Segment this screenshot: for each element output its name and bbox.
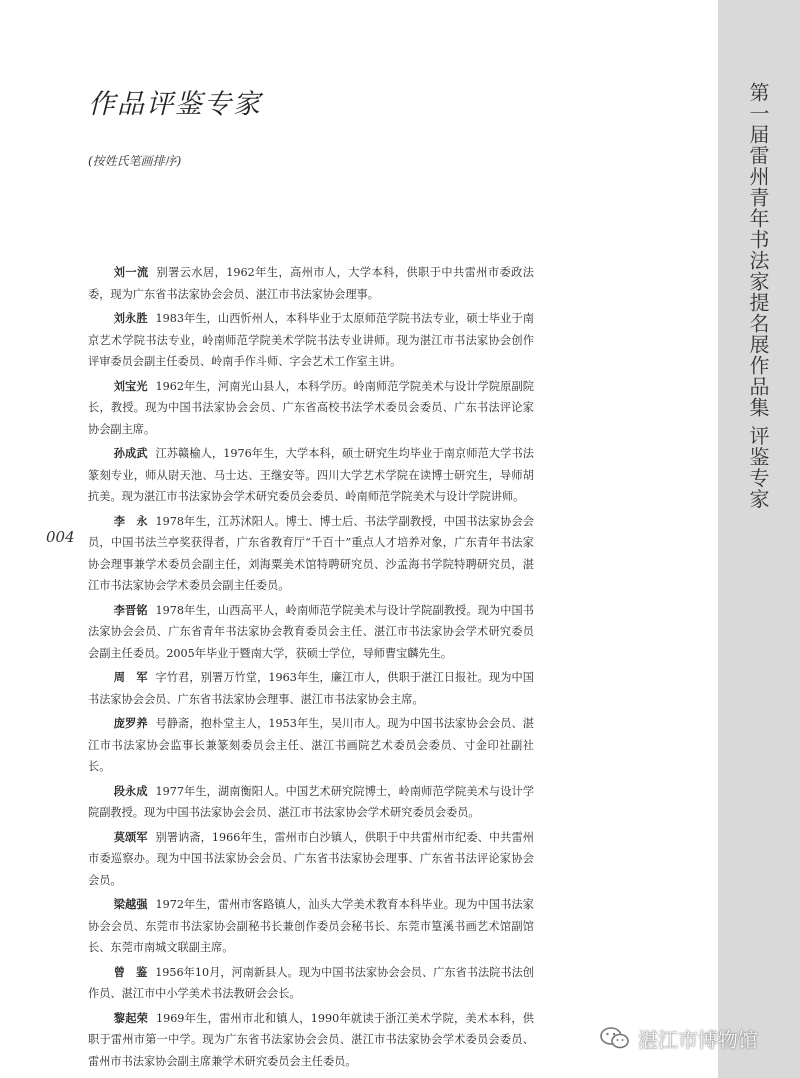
expert-entry <box>88 962 534 1005</box>
expert-bio: 江苏赣榆人，1976年生，大学本科，硕士研究生均毕业于南京师范大学书法篆刻专业，师从尉天池、马士达、王继安等。四川大学艺术学院在读博士研究生，导师胡抗美。现为湛江市书法家协会学术研究委员会委员、岭南师范学院美术与设计学院讲师。 <box>88 447 534 503</box>
expert-bio: 1956年10月，河南新县人。现为中国书法家协会会员、广东省书法院书法创作员、湛江市中小学美术书法教研会会长。 <box>88 965 534 1000</box>
expert-entry <box>88 1008 534 1073</box>
expert-name: 周 军 <box>113 670 148 684</box>
expert-entry <box>88 262 534 305</box>
expert-bio: 1983年生，山西忻州人，本科毕业于太原师范学院书法专业，硕士毕业于南京艺术学院书法专业，岭南师范学院美术学院书法专业讲师。现为湛江市书法家协会创作评审委员会副主任委员、岭南手作斗师、字会艺术工作室主讲。 <box>88 312 534 368</box>
expert-name: 莫颂军 <box>113 829 148 844</box>
expert-entry <box>88 308 534 373</box>
expert-bio: 1972年生，雷州市客路镇人，汕头大学美术教育本科毕业。现为中国书法家协会会员、东莞市书法家协会副秘书长兼创作委员会秘书长、东莞市篁溪书画艺术馆副馆长、东莞市南城文联副主席。 <box>88 898 534 954</box>
expert-name: 段永成 <box>113 783 148 798</box>
expert-entry <box>88 713 534 778</box>
expert-name: 黎起荣 <box>113 1010 149 1025</box>
expert-bio: 1978年生，江苏沭阳人。博士、博士后、书法学副教授，中国书法家协会会员，中国书法兰亭奖获得者，广东省教育厅“千百十”重点人才培养对象，广东青年书法家协会理事兼学术委员会副主任，刘海粟美术馆特聘研究员、沙孟海书学院特聘研究员，湛江市书法家协会学术委员会副主任委员。 <box>88 514 534 592</box>
wechat-icon <box>600 1026 630 1050</box>
expert-name: 刘一流 <box>113 265 149 279</box>
expert-bio: 别署讷斋，1966年生，雷州市白沙镇人，供职于中共雷州市纪委、中共雷州市委巡察办。现为中国书法家协会会员、广东省书法家协会理事、广东省书法评论家协会会员。 <box>88 830 534 887</box>
expert-bio: 别署云水居，1962年生，高州市人，大学本科，供职于中共雷州市委政法委，现为广东省书法家协会会员、湛江市书法家协会理事。 <box>88 266 534 301</box>
expert-entry <box>88 511 534 597</box>
expert-entry <box>88 894 534 959</box>
expert-bio: 号静斋，抱朴堂主人，1953年生，吴川市人。现为中国书法家协会会员、湛江市书法家协会监事长兼篆刻委员会主任、湛江书画院艺术委员会委员、寸金印社副社长。 <box>88 717 534 773</box>
side-tab <box>718 0 800 1078</box>
expert-name: 刘永胜 <box>113 311 148 325</box>
expert-bio: 1962年生，河南光山县人，本科学历。岭南师范学院美术与设计学院原副院长，教授。现为中国书法家协会会员、广东省高校书法学术委员会委员、广东书法评论家协会副主席。 <box>88 379 534 436</box>
watermark-text: 湛江市博物馆 <box>638 1027 758 1052</box>
sidebar-title: 第一届雷州青年书法家提名展作品集 评鉴专家 <box>746 82 770 510</box>
expert-bio: 1977年生，湖南衡阳人。中国艺术研究院博士，岭南师范学院美术与设计学院副教授。现为中国书法家协会会员、湛江市书法家协会学术研究委员会委员。 <box>88 784 534 819</box>
expert-name: 刘宝光 <box>113 378 148 393</box>
expert-entry <box>88 600 534 665</box>
expert-entry <box>88 827 534 892</box>
expert-name: 曾 鉴 <box>113 964 148 979</box>
expert-entry <box>88 667 534 710</box>
expert-name: 李晋铭 <box>113 602 148 617</box>
page-title: 作品评鉴专家 <box>88 89 262 120</box>
page-number: 004 <box>46 528 75 546</box>
expert-name: 李 永 <box>113 513 148 528</box>
sort-note: (按姓氏笔画排序) <box>88 154 182 168</box>
expert-name: 孙成武 <box>113 446 148 460</box>
expert-name: 庞罗养 <box>113 716 148 730</box>
watermark <box>600 1024 758 1052</box>
expert-bio: 1978年生，山西高平人，岭南师范学院美术与设计学院副教授。现为中国书法家协会会员、广东省青年书法家协会教育委员会主任、湛江市书法家协会学术研究委员会副主任委员。2005年毕业于暨南大学，获硕士学位，导师曹宝麟先生。 <box>88 603 534 660</box>
expert-bio: 1969年生，雷州市北和镇人，1990年就读于浙江美术学院，美术本科，供职于雷州市第一中学。现为广东省书法家协会会员、湛江市书法家协会学术委员会委员、雷州市书法家协会副主席兼学术研究委员会主任委员。 <box>88 1011 534 1068</box>
expert-list <box>88 262 534 1075</box>
expert-entry <box>88 376 534 441</box>
expert-entry <box>88 443 534 508</box>
expert-bio: 字竹君，别署万竹堂，1963年生，廉江市人，供职于湛江日报社。现为中国书法家协会会员、广东省书法家协会理事、湛江市书法家协会主席。 <box>88 671 534 706</box>
expert-name: 梁越强 <box>113 897 148 911</box>
expert-entry <box>88 781 534 824</box>
